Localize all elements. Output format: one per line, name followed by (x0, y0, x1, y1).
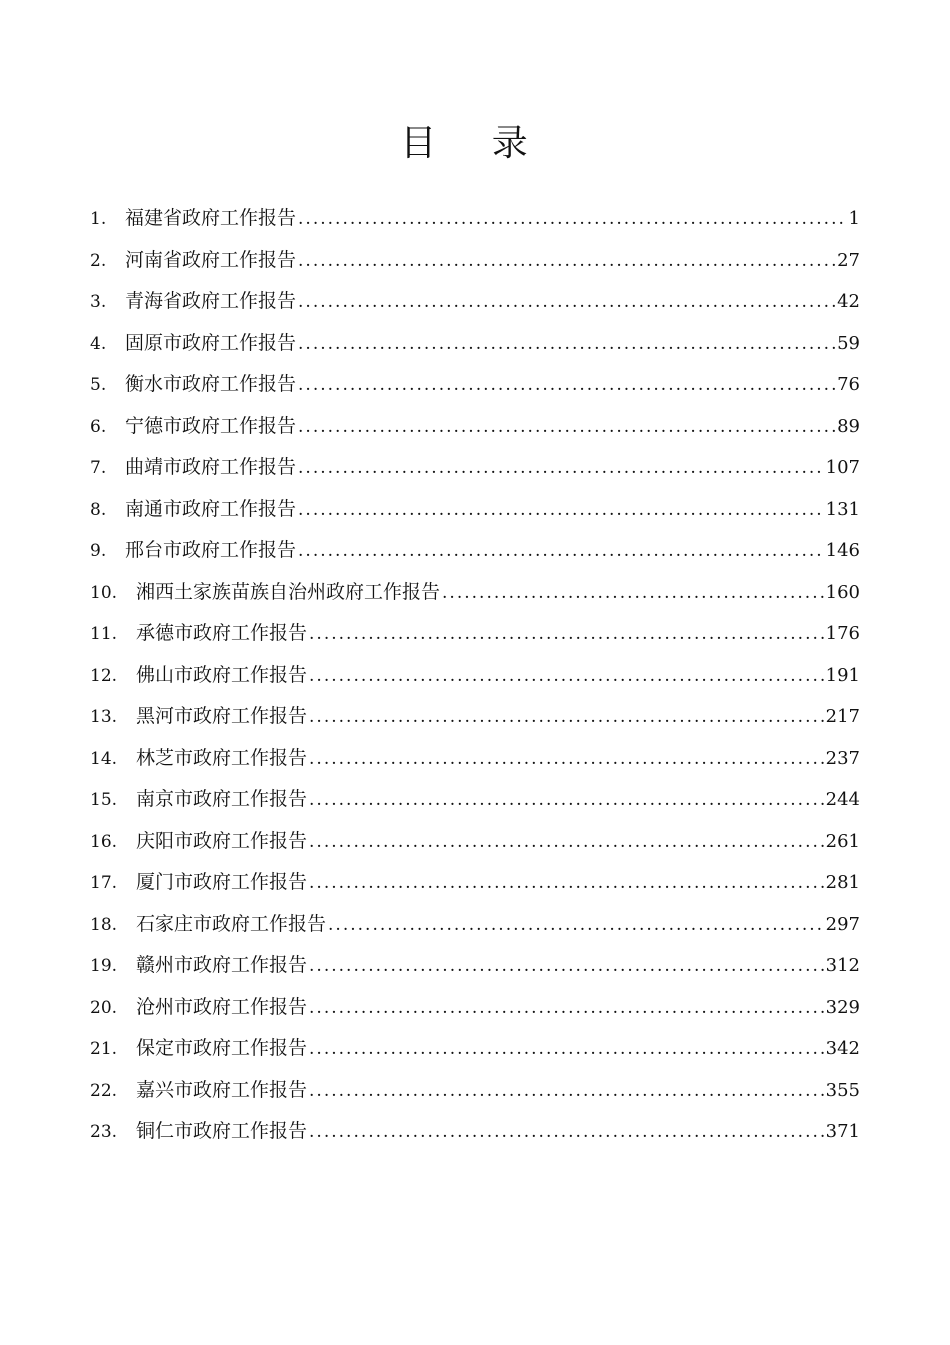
toc-entry-number: 11. (90, 624, 118, 644)
toc-entry-title: 保定市政府工作报告 (136, 1037, 308, 1059)
toc-dot-leader (309, 988, 824, 1030)
toc-entry-number: 14. (90, 748, 118, 769)
toc-entry-page-number: 297 (825, 913, 860, 935)
toc-entry-page-number: 312 (825, 955, 860, 976)
toc-entry-page-number: 244 (825, 789, 860, 810)
toc-dot-leader (309, 739, 824, 781)
toc-entry-number: 5. (90, 375, 107, 395)
toc-dot-leader (309, 614, 824, 656)
toc-entry-title: 南京市政府工作报告 (136, 788, 308, 810)
toc-dot-leader (298, 282, 835, 324)
toc-entry-number: 8. (90, 499, 107, 520)
toc-entry-number: 3. (90, 292, 107, 312)
toc-entry-page-number: 371 (825, 1121, 860, 1142)
toc-entry-number: 10. (90, 582, 118, 603)
toc-entry-number: 21. (90, 1039, 118, 1059)
toc-entry[interactable] (90, 987, 860, 1029)
toc-entry-title: 承德市政府工作报告 (136, 622, 308, 644)
toc-entry-title: 河南省政府工作报告 (125, 248, 297, 271)
toc-entry-number: 9. (90, 541, 107, 561)
toc-entry-page-number: 237 (825, 747, 860, 769)
toc-entry-page-number: 107 (825, 457, 860, 478)
toc-dot-leader (298, 241, 835, 283)
toc-entry-number: 22. (90, 1080, 118, 1101)
toc-dot-leader (298, 490, 824, 532)
toc-entry-title: 铜仁市政府工作报告 (136, 1120, 308, 1142)
toc-entry-number: 23. (90, 1122, 118, 1142)
toc-entry-number: 13. (90, 707, 118, 727)
toc-entry-title: 林芝市政府工作报告 (136, 746, 308, 769)
toc-entry-title: 沧州市政府工作报告 (136, 995, 308, 1018)
toc-entry[interactable] (90, 406, 860, 448)
toc-entry-page-number: 59 (837, 332, 860, 354)
toc-entry[interactable] (90, 945, 860, 987)
toc-entry-number: 4. (90, 333, 107, 354)
toc-dot-leader (298, 448, 824, 490)
toc-entry-page-number: 191 (825, 664, 860, 686)
toc-entry-page-number: 329 (825, 996, 860, 1018)
toc-entry-page-number: 217 (825, 706, 860, 727)
toc-entry[interactable] (90, 530, 860, 572)
toc-entry[interactable] (90, 1070, 860, 1112)
toc-entry[interactable] (90, 862, 860, 904)
toc-entry-page-number: 76 (837, 374, 860, 395)
toc-entry-number: 19. (90, 956, 118, 976)
toc-entry-title: 宁德市政府工作报告 (125, 414, 297, 437)
toc-entry[interactable] (90, 281, 860, 323)
toc-entry-title: 黑河市政府工作报告 (136, 705, 308, 727)
toc-entry-title: 福建省政府工作报告 (125, 207, 297, 229)
toc-entry-number: 6. (90, 416, 107, 437)
toc-entry-title: 固原市政府工作报告 (125, 331, 297, 354)
toc-entry-page-number: 342 (825, 1038, 860, 1059)
toc-entry[interactable] (90, 240, 860, 282)
toc-dot-leader (298, 531, 824, 573)
toc-dot-leader (309, 780, 824, 822)
toc-entry[interactable] (90, 1028, 860, 1070)
toc-entry[interactable] (90, 696, 860, 738)
toc-dot-leader (309, 656, 824, 698)
toc-entry-title: 曲靖市政府工作报告 (125, 456, 297, 478)
toc-entry-number: 1. (90, 209, 107, 229)
toc-entry-page-number: 261 (825, 830, 860, 852)
toc-entry-title: 青海省政府工作报告 (125, 290, 297, 312)
toc-entry-number: 18. (90, 914, 118, 935)
toc-dot-leader (298, 199, 847, 241)
toc-entry-title: 庆阳市政府工作报告 (136, 829, 308, 852)
toc-entry-number: 15. (90, 790, 118, 810)
toc-entry-title: 赣州市政府工作报告 (136, 954, 308, 976)
toc-entry[interactable] (90, 738, 860, 780)
toc-entry[interactable] (90, 198, 860, 240)
toc-entry-number: 20. (90, 997, 118, 1018)
toc-dot-leader (298, 365, 835, 407)
toc-dot-leader (298, 324, 835, 366)
toc-entry[interactable] (90, 323, 860, 365)
toc-entry[interactable] (90, 904, 860, 946)
toc-entry-page-number: 42 (837, 291, 860, 312)
toc-entry[interactable] (90, 1111, 860, 1153)
toc-entry-title: 湘西土家族苗族自治州政府工作报告 (136, 580, 441, 603)
toc-dot-leader (309, 822, 824, 864)
toc-entry-page-number: 355 (825, 1079, 860, 1101)
toc-entry[interactable] (90, 655, 860, 697)
toc-dot-leader (328, 905, 824, 947)
toc-dot-leader (298, 407, 835, 449)
toc-entry[interactable] (90, 821, 860, 863)
toc-entry[interactable] (90, 489, 860, 531)
toc-entry-page-number: 176 (825, 623, 860, 644)
table-of-contents (90, 198, 860, 1153)
toc-entry-number: 17. (90, 873, 118, 893)
toc-entry-page-number: 281 (825, 872, 860, 893)
toc-entry[interactable] (90, 447, 860, 489)
toc-entry-title: 衡水市政府工作报告 (125, 373, 297, 395)
toc-entry-title: 石家庄市政府工作报告 (136, 912, 327, 935)
toc-entry-page-number: 27 (837, 249, 860, 271)
toc-entry-title: 邢台市政府工作报告 (125, 539, 297, 561)
toc-dot-leader (309, 863, 824, 905)
toc-dot-leader (309, 697, 824, 739)
page-title: 目 录 (400, 123, 550, 164)
toc-entry[interactable] (90, 613, 860, 655)
toc-entry-page-number: 1 (848, 208, 860, 229)
toc-entry[interactable] (90, 779, 860, 821)
toc-entry-number: 7. (90, 458, 107, 478)
toc-entry-page-number: 160 (825, 581, 860, 603)
toc-entry-title: 南通市政府工作报告 (125, 497, 297, 520)
toc-entry-title: 嘉兴市政府工作报告 (136, 1078, 308, 1101)
toc-entry-number: 2. (90, 250, 107, 271)
toc-entry-page-number: 131 (825, 498, 860, 520)
toc-dot-leader (309, 1071, 824, 1113)
toc-entry[interactable] (90, 572, 860, 614)
toc-entry-number: 16. (90, 831, 118, 852)
toc-entry-title: 厦门市政府工作报告 (136, 871, 308, 893)
toc-entry-page-number: 146 (825, 540, 860, 561)
toc-entry-number: 12. (90, 665, 118, 686)
toc-entry-title: 佛山市政府工作报告 (136, 663, 308, 686)
toc-dot-leader (309, 1029, 824, 1071)
toc-entry[interactable] (90, 364, 860, 406)
toc-dot-leader (309, 946, 824, 988)
toc-dot-leader (442, 573, 824, 615)
toc-entry-page-number: 89 (837, 415, 860, 437)
toc-dot-leader (309, 1112, 824, 1154)
